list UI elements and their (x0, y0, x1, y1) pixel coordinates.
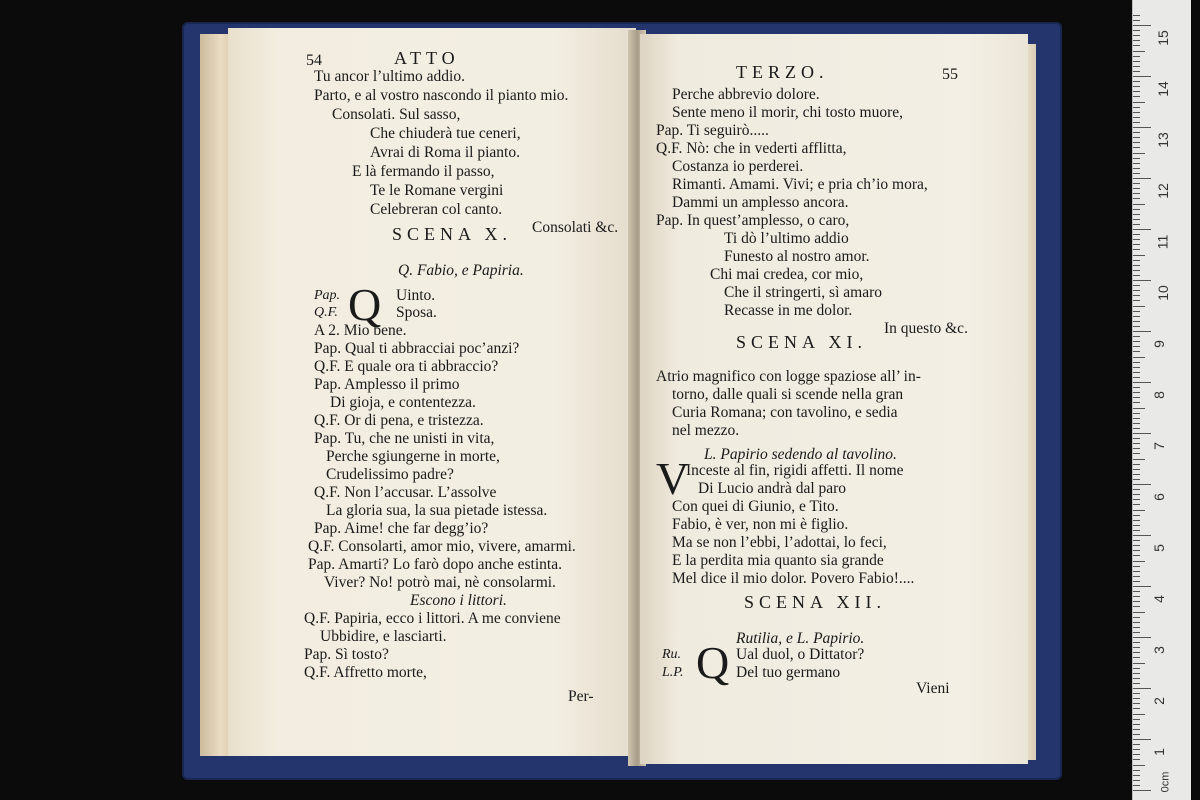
ruler-tick (1133, 413, 1140, 414)
ruler-tick (1133, 464, 1140, 465)
ruler-tick (1133, 708, 1140, 709)
ruler-tick (1133, 438, 1140, 439)
text-line: Pap. Sì tosto? (304, 646, 389, 663)
ruler-tick (1133, 581, 1140, 582)
drop-cap: Q (696, 637, 730, 688)
ruler-tick (1133, 198, 1140, 199)
ruler-tick (1133, 367, 1140, 368)
ruler-tick (1133, 61, 1140, 62)
text-line: Viver? No! potrò mai, nè consolarmi. (324, 574, 556, 591)
speaker: Pap. (314, 288, 341, 303)
speaker: L.P. (662, 665, 684, 680)
text-line: In questo &c. (884, 320, 968, 337)
ruler-number: 3 (1150, 646, 1167, 654)
ruler-tick (1133, 392, 1140, 393)
ruler-tick (1133, 316, 1140, 317)
text-line: Te le Romane vergini (370, 182, 504, 199)
text-line: Perche abbrevio dolore. (672, 86, 820, 103)
ruler-tick (1133, 45, 1140, 46)
ruler-tick (1133, 397, 1140, 398)
ruler-tick (1133, 91, 1140, 92)
ruler-tick (1133, 173, 1140, 174)
speaker: Ru. (662, 647, 682, 662)
ruler-tick (1133, 35, 1140, 36)
text-line: Dammi un amplesso ancora. (672, 194, 849, 211)
page-number: 55 (942, 66, 958, 83)
ruler-tick (1133, 71, 1140, 72)
text-line: Q.F. E quale ora ti abbraccio? (314, 358, 499, 375)
ruler-tick (1133, 550, 1140, 551)
ruler-tick (1133, 260, 1140, 261)
scene-heading: SCENA XII. (744, 592, 887, 612)
ruler-tick (1133, 734, 1140, 735)
text-line: Q.F. Non l’accusar. L’assolve (314, 484, 497, 501)
ruler-tick (1133, 453, 1140, 454)
text-line: Curia Romana; con tavolino, e sedia (672, 404, 898, 421)
ruler-tick (1133, 606, 1140, 607)
drop-cap: V (656, 453, 690, 504)
ruler-tick (1133, 770, 1140, 771)
ruler-tick (1133, 418, 1140, 419)
ruler-tick (1133, 714, 1145, 715)
ruler-tick (1133, 591, 1140, 592)
ruler-tick (1133, 525, 1140, 526)
text-line: Sente meno il morir, chi tosto muore, (672, 104, 903, 121)
ruler-tick (1133, 209, 1140, 210)
stage-direction: L. Papirio sedendo al tavolino. (704, 446, 897, 463)
right-page (640, 34, 1028, 764)
text-line: Chi mai credea, cor mio, (710, 266, 864, 283)
ruler-tick (1133, 183, 1140, 184)
ruler-number: 15 (1154, 30, 1171, 46)
ruler-tick (1133, 719, 1140, 720)
catchword: Per- (568, 688, 594, 705)
ruler-number: 5 (1150, 544, 1167, 552)
ruler-tick (1133, 489, 1140, 490)
ruler-tick (1133, 163, 1140, 164)
ruler-tick (1133, 306, 1145, 307)
ruler-tick (1133, 158, 1140, 159)
ruler-tick (1133, 663, 1145, 664)
ruler-tick (1133, 657, 1140, 658)
text-line: Perche sgiungerne in morte, (326, 448, 500, 465)
ruler-tick (1133, 265, 1140, 266)
scene-characters: Q. Fabio, e Papiria. (398, 262, 524, 279)
text-line: Pap. Aime! che far degg’io? (314, 520, 489, 537)
ruler-tick (1133, 448, 1140, 449)
ruler-number: 12 (1154, 183, 1171, 199)
text-line: Avrai di Roma il pianto. (370, 144, 520, 161)
ruler-tick (1133, 147, 1140, 148)
ruler-tick (1133, 341, 1140, 342)
ruler-tick (1133, 168, 1140, 169)
ruler-tick (1133, 326, 1140, 327)
ruler-tick (1133, 372, 1140, 373)
ruler-tick (1133, 698, 1140, 699)
ruler-tick (1133, 596, 1140, 597)
ruler-number: 4 (1150, 595, 1167, 603)
catchword: Vieni (916, 680, 950, 697)
ruler-tick (1133, 668, 1140, 669)
ruler-tick (1133, 178, 1151, 179)
ruler-tick (1133, 739, 1151, 740)
ruler-tick (1133, 56, 1140, 57)
ruler-number: 6 (1150, 493, 1167, 501)
ruler-tick (1133, 25, 1151, 26)
ruler-tick (1133, 515, 1140, 516)
ruler-tick (1133, 408, 1145, 409)
ruler-tick (1133, 382, 1151, 383)
ruler-tick (1133, 300, 1140, 301)
ruler-number: 11 (1154, 234, 1171, 250)
ruler-tick (1133, 555, 1140, 556)
text-line: Pap. Tu, che ne unisti in vita, (314, 430, 495, 447)
ruler-tick (1133, 484, 1151, 485)
ruler-tick (1133, 637, 1151, 638)
ruler-tick (1133, 520, 1140, 521)
ruler-tick (1133, 255, 1145, 256)
text-line: Recasse in me dolor. (724, 302, 853, 319)
ruler-tick (1133, 469, 1140, 470)
text-line: Costanza io perderei. (672, 158, 804, 175)
ruler-tick (1133, 219, 1140, 220)
ruler-tick (1133, 86, 1140, 87)
ruler-number: 9 (1150, 340, 1167, 348)
text-line: Che chiuderà tue ceneri, (370, 125, 521, 142)
ruler-tick (1133, 499, 1140, 500)
ruler-tick (1133, 510, 1145, 511)
ruler-tick (1133, 759, 1140, 760)
ruler-tick (1133, 188, 1140, 189)
ruler-tick (1133, 346, 1140, 347)
ruler-tick (1133, 107, 1140, 108)
ruler-tick (1133, 336, 1140, 337)
ruler-tick (1133, 673, 1140, 674)
text-line: Atrio magnifico con logge spaziose all’ in- (656, 368, 921, 385)
ruler-tick (1133, 331, 1151, 332)
text-line: Pap. Qual ti abbracciai poc’anzi? (314, 340, 520, 357)
text-line: Di Lucio andrà dal paro (698, 480, 847, 497)
speaker: Q.F. (314, 305, 338, 320)
ruler-tick (1133, 377, 1140, 378)
ruler-tick (1133, 66, 1140, 67)
ruler-tick (1133, 632, 1140, 633)
ruler-tick (1133, 459, 1145, 460)
text-line: Ma se non l’ebbi, l’adottai, lo feci, (672, 534, 887, 551)
ruler-tick (1133, 81, 1140, 82)
text-line: Q.F. Nò: che in vederti afflitta, (656, 140, 847, 157)
text-line: Inceste al fin, rigidi affetti. Il nome (686, 462, 904, 479)
ruler-tick (1133, 749, 1140, 750)
text-line: Ual duol, o Dittator? (736, 646, 865, 663)
ruler-tick (1133, 474, 1140, 475)
text-line: Q.F. Or di pena, e tristezza. (314, 412, 484, 429)
text-line: Mel dice il mio dolor. Povero Fabio!.... (672, 570, 915, 587)
text-line: Crudelissimo padre? (326, 466, 454, 483)
ruler-tick (1133, 40, 1140, 41)
text-line: Consolati. Sul sasso, (332, 106, 461, 123)
text-line: Uinto. (396, 287, 436, 304)
ruler-tick (1133, 321, 1140, 322)
ruler-number: 8 (1150, 391, 1167, 399)
ruler-tick (1133, 693, 1140, 694)
ruler-tick (1133, 601, 1140, 602)
ruler-tick (1133, 280, 1151, 281)
ruler-number: 14 (1154, 81, 1171, 97)
text-line: nel mezzo. (672, 422, 740, 439)
ruler-tick (1133, 387, 1140, 388)
ruler-tick (1133, 239, 1140, 240)
ruler-tick (1133, 137, 1140, 138)
ruler-tick (1133, 275, 1140, 276)
text-line: Con quei di Giunio, e Tito. (672, 498, 839, 515)
ruler-tick (1133, 494, 1140, 495)
ruler-tick (1133, 566, 1140, 567)
ruler-tick (1133, 285, 1140, 286)
text-line: Pap. Ti seguirò..... (656, 122, 769, 139)
text-line: Pap. Amplesso il primo (314, 376, 460, 393)
ruler-tick (1133, 270, 1140, 271)
ruler-tick (1133, 423, 1140, 424)
running-head: TERZO. (736, 62, 829, 82)
ruler-tick (1133, 362, 1140, 363)
drop-cap: Q (348, 279, 382, 330)
ruler-tick (1133, 428, 1140, 429)
ruler-number: 1 (1150, 748, 1167, 756)
text-line: Q.F. Affretto morte, (304, 664, 427, 681)
ruler-tick (1133, 193, 1140, 194)
ruler-tick (1133, 290, 1140, 291)
ruler-tick (1133, 234, 1140, 235)
ruler-tick (1133, 96, 1140, 97)
ruler-tick (1133, 204, 1145, 205)
text-line: A 2. Mio bene. (314, 322, 407, 339)
ruler-tick (1133, 617, 1140, 618)
ruler-tick (1133, 357, 1145, 358)
ruler-unit: 0cm (1159, 771, 1172, 793)
ruler-tick (1133, 479, 1140, 480)
ruler-tick (1133, 249, 1140, 250)
text-line: Tu ancor l’ultimo addio. (314, 68, 465, 85)
ruler-tick (1133, 571, 1140, 572)
ruler-tick (1133, 622, 1140, 623)
ruler-tick (1133, 295, 1140, 296)
ruler-tick (1133, 112, 1140, 113)
ruler-tick (1133, 652, 1140, 653)
text-line: Q.F. Papiria, ecco i littori. A me conviene (304, 610, 561, 627)
ruler-tick (1133, 576, 1140, 577)
scene-heading: SCENA XI. (736, 332, 868, 352)
page-number: 54 (306, 52, 322, 69)
ruler-tick (1133, 765, 1145, 766)
text-line: Pap. In quest’amplesso, o caro, (656, 212, 850, 229)
ruler-tick (1133, 51, 1145, 52)
ruler-tick (1133, 504, 1140, 505)
text-line: Parto, e al vostro nascondo il pianto mio. (314, 87, 569, 104)
scene-characters: Rutilia, e L. Papirio. (736, 630, 865, 647)
ruler-tick (1133, 540, 1140, 541)
ruler-tick (1133, 229, 1151, 230)
ruler-tick (1133, 311, 1140, 312)
text-line: Ti dò l’ultimo addio (724, 230, 849, 247)
text-line: E la perdita mia quanto sia grande (672, 552, 884, 569)
ruler-tick (1133, 535, 1151, 536)
text-line: E là fermando il passo, (352, 163, 495, 180)
ruler-tick (1133, 688, 1151, 689)
ruler-tick (1133, 351, 1140, 352)
ruler-tick (1133, 642, 1140, 643)
ruler-tick (1133, 530, 1140, 531)
scene-heading: SCENA X. (392, 224, 513, 244)
ruler-tick (1133, 775, 1140, 776)
ruler-tick (1133, 724, 1140, 725)
text-line: Ubbidire, e lasciarti. (320, 628, 447, 645)
text-line: Consolati &c. (532, 219, 619, 236)
ruler-tick (1133, 15, 1140, 16)
ruler-tick (1133, 790, 1151, 791)
ruler-tick (1133, 443, 1140, 444)
ruler-number: 13 (1154, 132, 1171, 148)
text-line: Celebreran col canto. (370, 201, 503, 218)
ruler-tick (1133, 153, 1145, 154)
ruler-tick (1133, 647, 1140, 648)
left-page (228, 28, 636, 756)
ruler-tick (1133, 224, 1140, 225)
ruler-tick (1133, 132, 1140, 133)
ruler-tick (1133, 586, 1151, 587)
text-line: La gloria sua, la sua pietade istessa. (326, 502, 548, 519)
text-line: Del tuo germano (736, 664, 841, 681)
ruler-number: 10 (1154, 285, 1171, 301)
ruler-tick (1133, 612, 1145, 613)
ruler-tick (1133, 754, 1140, 755)
text-line: Rimanti. Amami. Vivi; e pria ch’io mora, (672, 176, 928, 193)
text-line: Pap. Amarti? Lo farò dopo anche estinta. (308, 556, 562, 573)
ruler-tick (1133, 402, 1140, 403)
stage-direction: Escono i littori. (410, 592, 507, 609)
ruler-tick (1133, 703, 1140, 704)
ruler-tick (1133, 780, 1140, 781)
ruler-tick (1133, 214, 1140, 215)
ruler-tick (1133, 122, 1140, 123)
ruler-tick (1133, 76, 1151, 77)
ruler-tick (1133, 678, 1140, 679)
text-line: torno, dalle quali si scende nella gran (672, 386, 904, 403)
text-line: Di gioja, e contentezza. (330, 394, 476, 411)
ruler-number: 2 (1150, 697, 1167, 705)
ruler-tick (1133, 20, 1140, 21)
ruler-tick (1133, 785, 1140, 786)
ruler-tick (1133, 117, 1140, 118)
ruler-tick (1133, 683, 1140, 684)
text-line: Funesto al nostro amor. (724, 248, 870, 265)
text-line: Q.F. Consolarti, amor mio, vivere, amarmi. (308, 538, 576, 555)
text-line: Fabio, è ver, non mi è figlio. (672, 516, 849, 533)
text-line: Che il stringerti, sì amaro (724, 284, 882, 301)
ruler-tick (1133, 142, 1140, 143)
ruler-tick (1133, 433, 1151, 434)
ruler-tick (1133, 244, 1140, 245)
ruler-tick (1133, 744, 1140, 745)
ruler-tick (1133, 102, 1145, 103)
ruler-tick (1133, 561, 1145, 562)
running-head: ATTO (394, 48, 460, 68)
scale-ruler (1132, 0, 1191, 800)
ruler-tick (1133, 545, 1140, 546)
ruler-tick (1133, 627, 1140, 628)
ruler-tick (1133, 729, 1140, 730)
text-line: Sposa. (396, 304, 437, 321)
ruler-number: 7 (1150, 442, 1167, 450)
ruler-tick (1133, 127, 1151, 128)
ruler-tick (1133, 30, 1140, 31)
